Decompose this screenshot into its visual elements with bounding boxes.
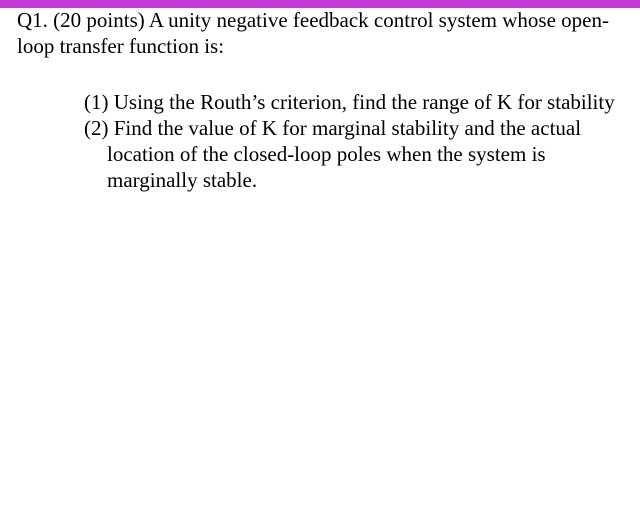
question-part-1: (1) Using the Routh’s criterion, find the range of K for stability bbox=[84, 90, 615, 114]
question-statement: Q1. (20 points) A unity negative feedback control system whose open-loop transfer function is: bbox=[17, 8, 609, 58]
question-part-2: (2) Find the value of K for marginal stability and the actual location of the closed-loop poles when the system is marginally stable. bbox=[84, 116, 582, 192]
question-parts-list bbox=[84, 89, 624, 193]
